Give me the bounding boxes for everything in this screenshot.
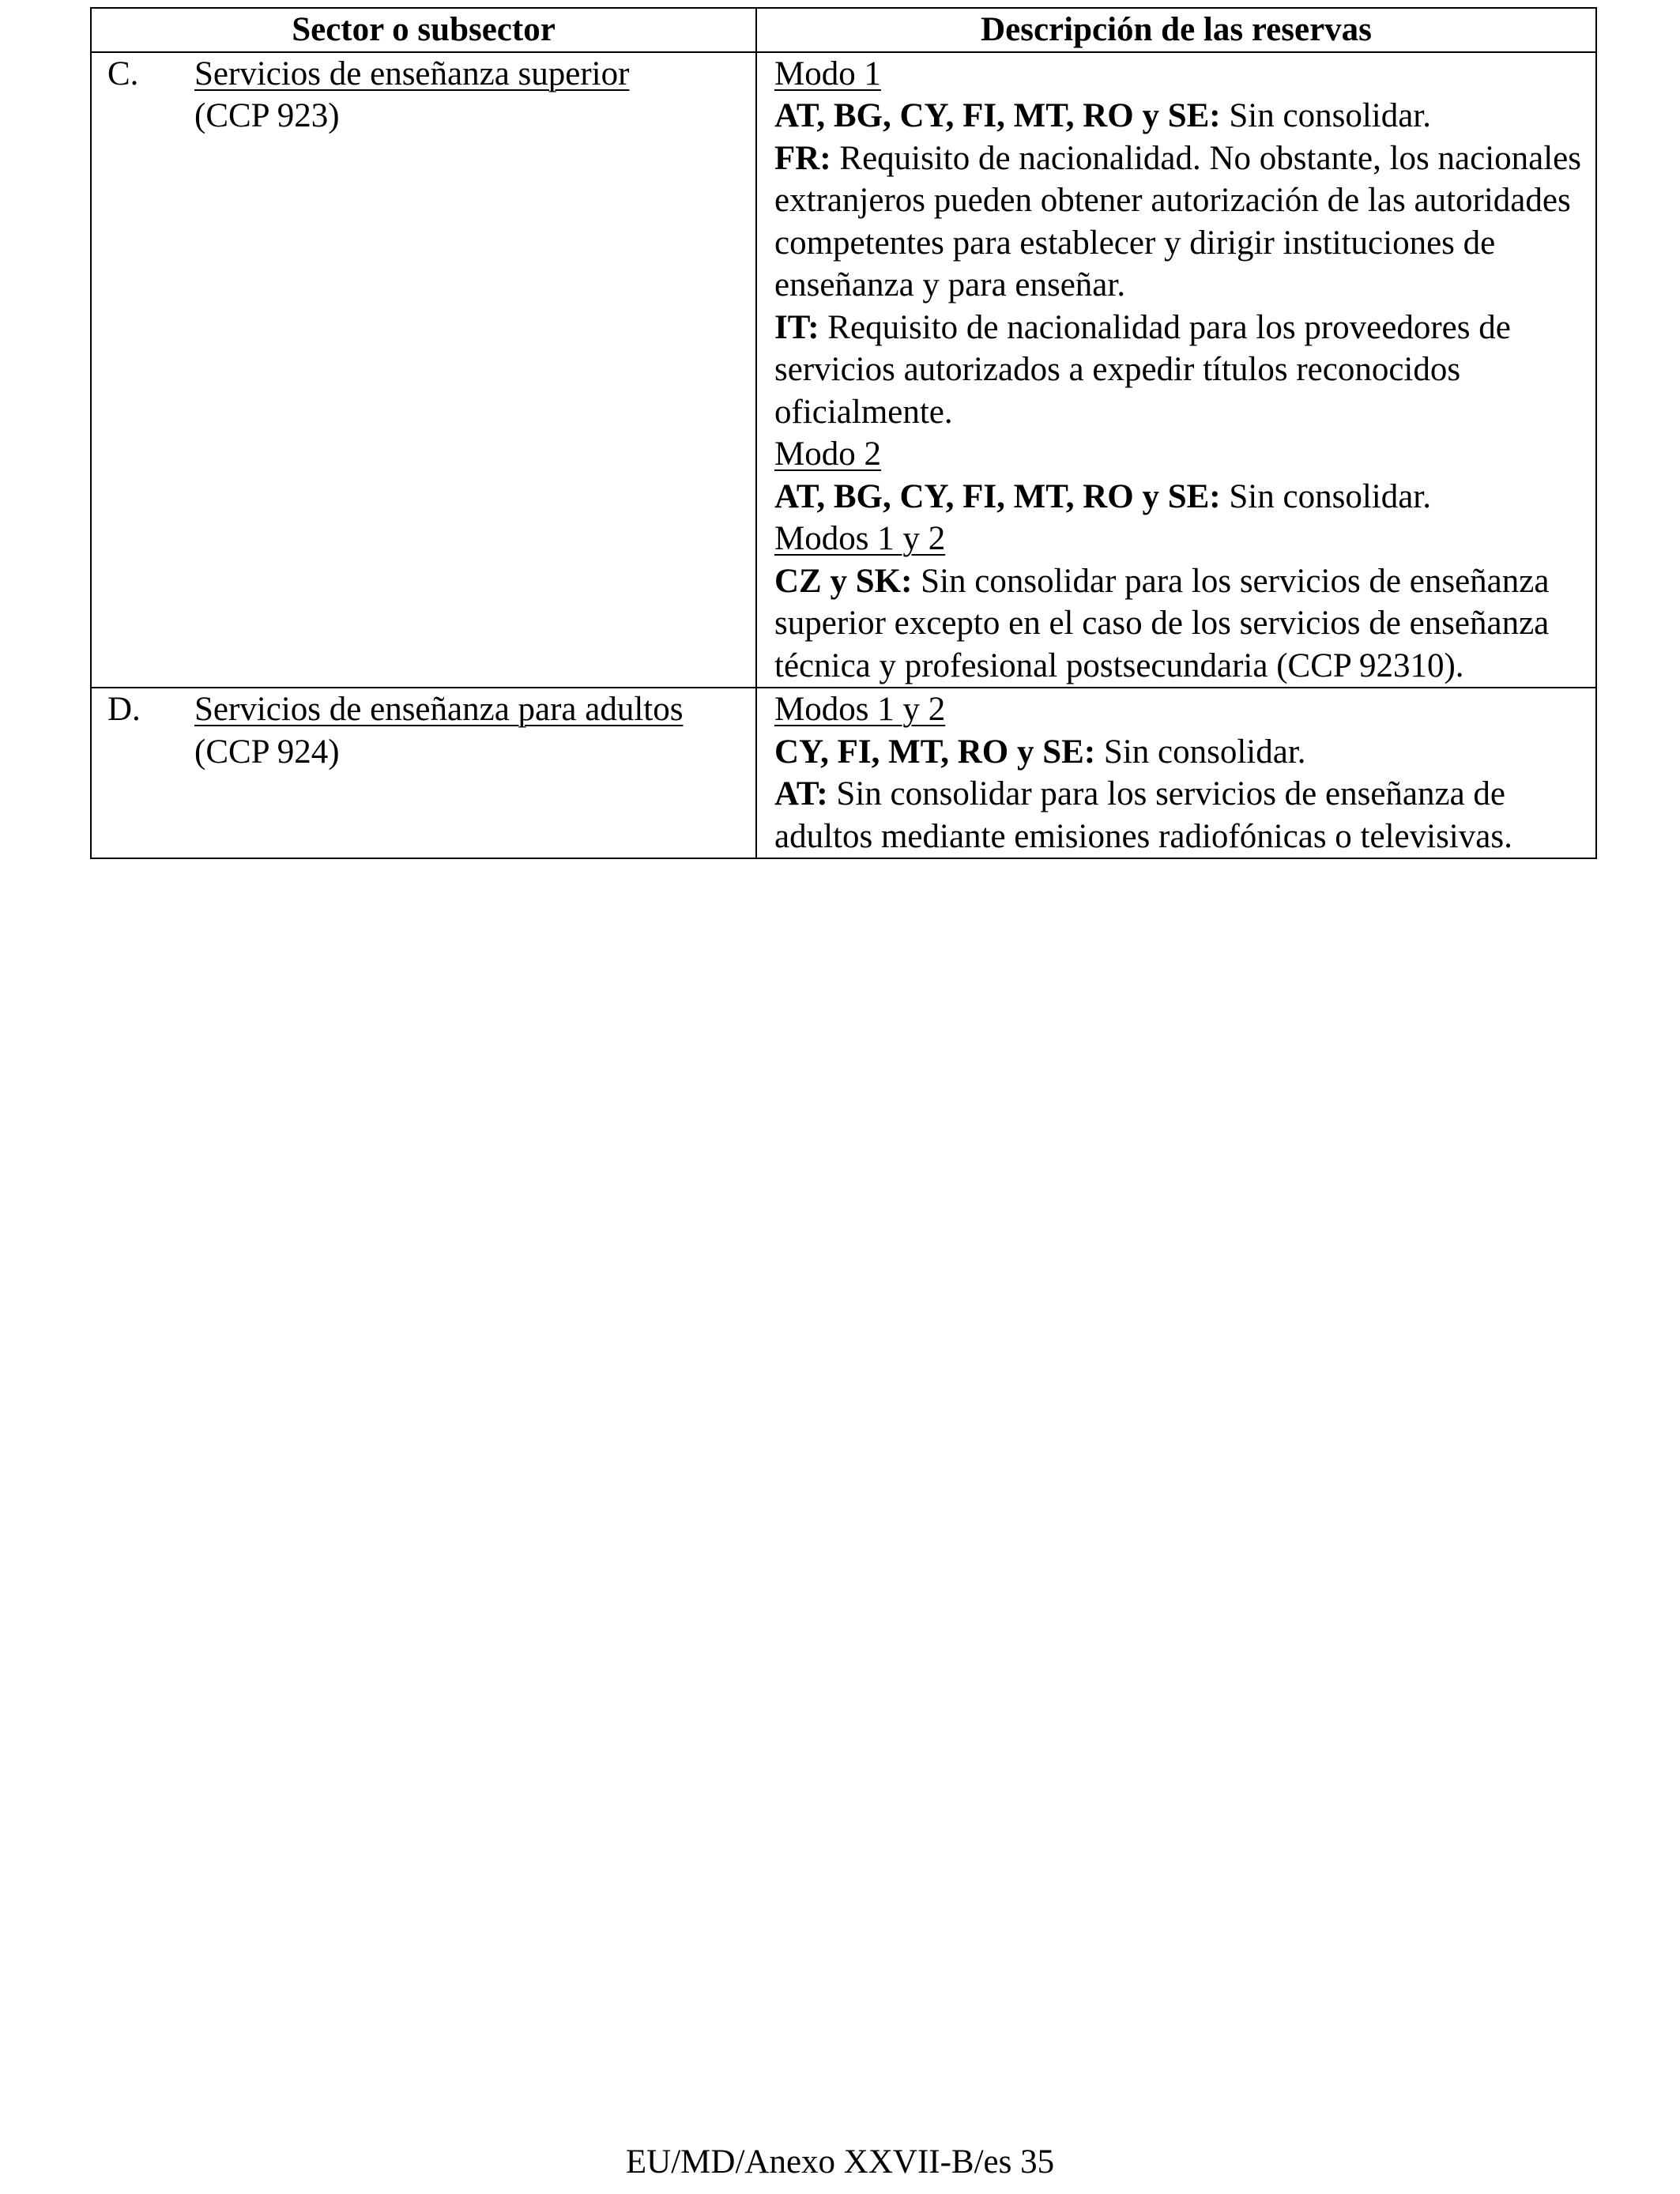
- reservation-text: Requisito de nacionalidad para los proveedores de servicios autorizados a expedir títulos reconocidos oficialmente.: [774, 308, 1511, 431]
- reservation-entry: [774, 773, 1586, 858]
- mode-heading: Modo 1: [774, 55, 881, 92]
- country-codes: AT:: [774, 775, 828, 812]
- description-cell: [756, 52, 1596, 688]
- table-row: [91, 688, 1596, 858]
- country-codes: CY, FI, MT, RO y SE:: [774, 733, 1096, 771]
- sector-letter: D.: [107, 691, 141, 728]
- country-codes: CZ y SK:: [774, 562, 913, 600]
- reservation-text: Sin consolidar.: [1220, 477, 1431, 515]
- reservation-text: Sin consolidar para los servicios de enseñanza superior excepto en el caso de los servicios de enseñanza técnica y profesional postsecundaria (CCP 92310).: [774, 562, 1550, 684]
- mode-heading: Modos 1 y 2: [774, 520, 946, 557]
- sector-code: (CCP 923): [194, 97, 340, 134]
- sector-name: Servicios de enseñanza para adultos: [194, 691, 684, 728]
- reservation-text: Sin consolidar.: [1220, 97, 1431, 134]
- mode-heading: Modos 1 y 2: [774, 691, 946, 728]
- reservation-text: Sin consolidar.: [1095, 733, 1306, 771]
- page-footer: EU/MD/Anexo XXVII-B/es 35: [625, 2143, 1055, 2181]
- description-cell: [756, 688, 1596, 858]
- reservation-entry: [774, 138, 1586, 307]
- country-codes: IT:: [774, 308, 819, 346]
- reservation-entry: [774, 731, 1586, 774]
- reservation-text: Requisito de nacionalidad. No obstante, los nacionales extranjeros pueden obtener autorización de las autoridades competentes para establecer y dirigir instituciones de enseñanza y para enseñar.: [774, 139, 1581, 303]
- table-row: [91, 52, 1596, 688]
- reservations-table: [90, 7, 1597, 859]
- sector-code: (CCP 924): [194, 733, 340, 771]
- mode-heading: Modo 2: [774, 435, 881, 473]
- sector-name: Servicios de enseñanza superior: [194, 55, 630, 92]
- reservation-entry: [774, 476, 1586, 518]
- reservation-entry: [774, 560, 1586, 688]
- country-codes: AT, BG, CY, FI, MT, RO y SE:: [774, 477, 1221, 515]
- sector-cell: [91, 52, 756, 688]
- reservation-entry: [774, 95, 1586, 138]
- table-header-row: [91, 8, 1596, 52]
- header-description: Descripción de las reservas: [756, 8, 1596, 52]
- country-codes: AT, BG, CY, FI, MT, RO y SE:: [774, 97, 1221, 134]
- sector-cell: [91, 688, 756, 858]
- sector-letter: C.: [107, 55, 139, 92]
- header-sector: Sector o subsector: [91, 8, 756, 52]
- reservation-entry: [774, 307, 1586, 434]
- country-codes: FR:: [774, 139, 831, 177]
- reservation-text: Sin consolidar para los servicios de enseñanza de adultos mediante emisiones radiofónicas o televisivas.: [774, 775, 1512, 855]
